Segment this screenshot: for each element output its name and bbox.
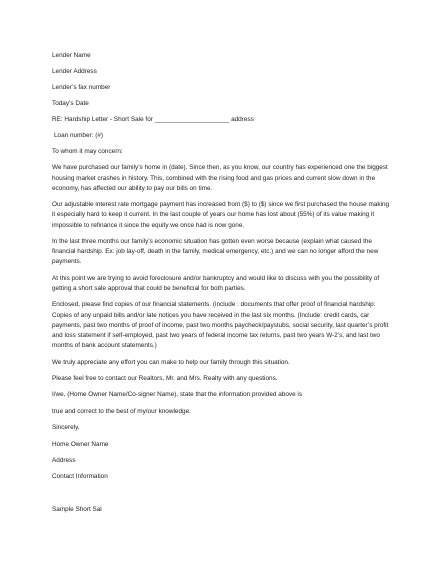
loan-number: Loan number: (#): [54, 132, 104, 139]
paragraph-purchase: We have purchased our family’s home in (date). Since then, as you know, our country has experienced one the biggest housing market crashes in history. This, combined with the rising food and gas prices and current slow down in the economy, has affected our ability to pay our bills on time.: [52, 164, 388, 192]
paragraph-appreciate: We truly appreciate any effort you can make to help our family through this situation.: [52, 358, 290, 366]
re-line: RE: Hardship Letter - Short Sale for _____________________ address: [52, 116, 254, 123]
signature-contact: Contact Information: [52, 473, 108, 481]
lender-name: Lender Name: [52, 52, 91, 59]
paragraph-true-correct: true and correct to the best of my/our knowledge.: [52, 407, 191, 415]
footer-text: Sample Short Sal: [52, 505, 102, 513]
paragraph-mortgage: Our adjustable interest rate mortgage payment has increased from ($) to ($) since we first purchased the house making it especially hard to keep it current. In the last couple of years our home has lost about (55%) of its value making it impossible to refinance it since the equity we once had is now gone.: [52, 201, 390, 229]
salutation: To whom it may concern:: [52, 148, 123, 155]
lender-address: Lender Address: [52, 68, 97, 75]
paragraph-foreclosure: At this point we are trying to avoid foreclosure and/or bankruptcy and would like to discuss with you the possibility of getting a short sale approval that could be beneficial for both parties.: [52, 274, 380, 292]
paragraph-contact: Please feel free to contact our Realtors, Mr. and Mrs. Realty with any questions.: [52, 374, 278, 382]
lender-fax: Lender’s fax number: [52, 84, 111, 91]
signature-name: Home Owner Name: [52, 440, 109, 448]
paragraph-statement: I/we, (Home Owner Name/Co-signer Name), state that the information provided above is: [52, 391, 303, 399]
todays-date: Today’s Date: [52, 100, 89, 107]
closing: Sincerely,: [52, 424, 80, 432]
paragraph-hardship: In the last three months our family’s economic situation has gotten even worse because (explain what caused the financial hardship. Ex: job lay-off, death in the family, medical emergency, etc.) and we can no longer afford the new payments.: [52, 237, 379, 266]
letter-body: [52, 51, 392, 515]
signature-address: Address: [52, 456, 76, 464]
paragraph-enclosed: Enclosed, please find copies of our financial statements. (include : documents that offer proof of financial hardship: Copies of any unpaid bills and/or late notices you have received in the last six months. (Include: credit cards, car payments, past two months of proof of income, past two months paycheck/paystubs, social security, last quarter’s profit and loss statement if self-employed, past two years of federal income tax returns, past two years W-2’s, and last two months of bank account statements.): [52, 301, 389, 350]
